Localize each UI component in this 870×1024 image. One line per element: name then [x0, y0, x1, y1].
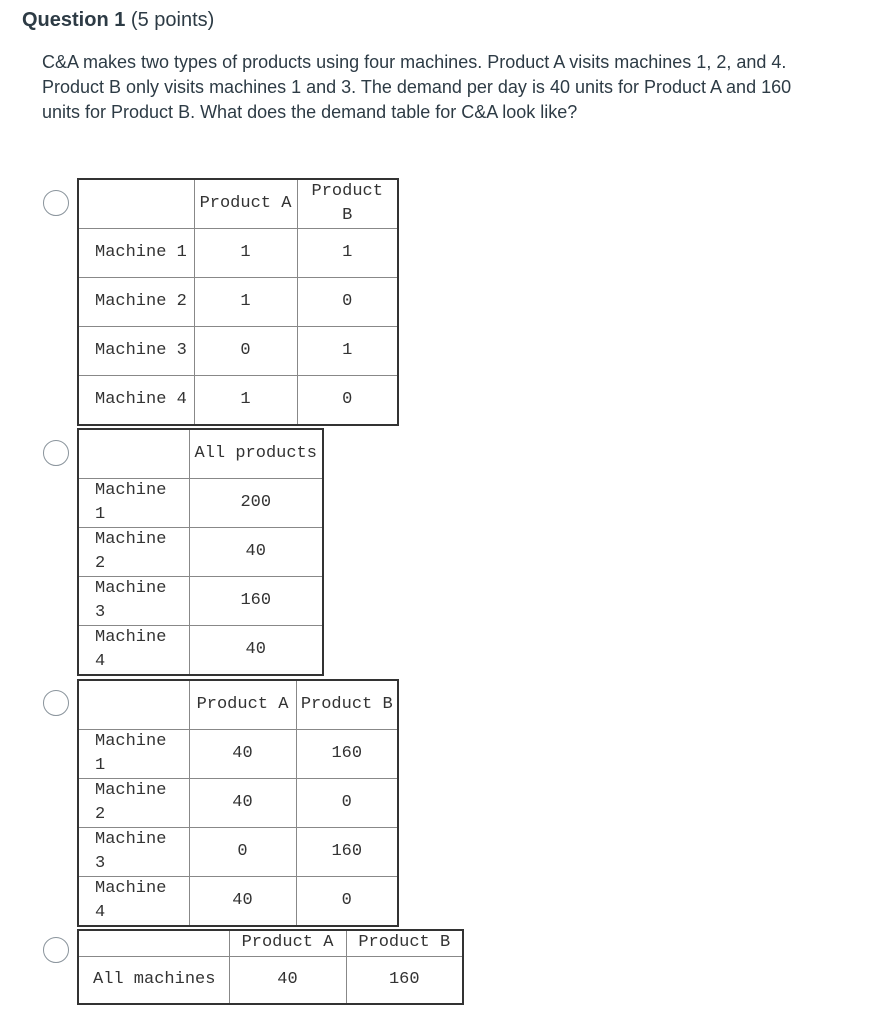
column-header: Product A — [194, 179, 297, 229]
question-title: Question 1 — [22, 9, 126, 31]
table-cell: 160 — [189, 576, 323, 625]
table-header-row — [78, 179, 398, 229]
table-header-row — [78, 429, 323, 478]
question-header — [22, 9, 214, 32]
table-cell: 0 — [297, 278, 398, 327]
row-header: Machine 2 — [78, 278, 194, 327]
table-row — [78, 576, 323, 625]
option-1-radio[interactable] — [43, 190, 69, 216]
row-header: Machine 3 — [78, 827, 189, 876]
row-header: Machine 2 — [78, 527, 189, 576]
table-cell: 1 — [194, 376, 297, 425]
option-1-table — [77, 178, 399, 426]
table-cell: 40 — [189, 625, 323, 675]
table-header-row — [78, 680, 398, 729]
table-row — [78, 229, 398, 278]
option-4-table — [77, 929, 464, 1005]
table-row — [78, 956, 463, 1004]
column-header: Product B — [346, 930, 463, 956]
table-row — [78, 729, 398, 778]
column-header: Product A — [189, 680, 296, 729]
table-cell: 1 — [297, 327, 398, 376]
question-points: (5 points) — [130, 9, 215, 31]
table-row — [78, 876, 398, 926]
row-header: Machine 1 — [78, 729, 189, 778]
row-header: Machine 4 — [78, 876, 189, 926]
table-cell: 160 — [296, 827, 398, 876]
table-cell: 160 — [296, 729, 398, 778]
row-header: Machine 1 — [78, 478, 189, 527]
column-header — [78, 179, 194, 229]
table-cell: 1 — [297, 229, 398, 278]
column-header — [78, 429, 189, 478]
table-cell: 40 — [189, 778, 296, 827]
row-header: All machines — [78, 956, 229, 1004]
column-header: All products — [189, 429, 323, 478]
column-header — [78, 680, 189, 729]
row-header: Machine 4 — [78, 376, 194, 425]
table-cell: 0 — [189, 827, 296, 876]
table-cell: 0 — [297, 376, 398, 425]
row-header: Machine 4 — [78, 625, 189, 675]
table-cell: 200 — [189, 478, 323, 527]
table-cell: 1 — [194, 278, 297, 327]
table-row — [78, 278, 398, 327]
table-cell: 0 — [194, 327, 297, 376]
column-header: Product A — [229, 930, 346, 956]
column-header — [78, 930, 229, 956]
option-3-radio[interactable] — [43, 690, 69, 716]
table-row — [78, 376, 398, 425]
row-header: Machine 2 — [78, 778, 189, 827]
option-2-radio[interactable] — [43, 440, 69, 466]
table-row — [78, 327, 398, 376]
table-row — [78, 778, 398, 827]
question-text: C&A makes two types of products using four machines. Product A visits machines 1, 2, and 4. Product B only visits machines 1 and 3. The demand per day is 40 units for Product A and 160 units for Product B. What does the demand table for C&A look like? — [42, 52, 792, 122]
table-row — [78, 625, 323, 675]
table-row — [78, 478, 323, 527]
table-cell: 40 — [189, 729, 296, 778]
table-cell: 1 — [194, 229, 297, 278]
column-header: Product B — [297, 179, 398, 229]
table-header-row — [78, 930, 463, 956]
table-cell: 40 — [229, 956, 346, 1004]
table-row — [78, 827, 398, 876]
table-cell: 0 — [296, 876, 398, 926]
row-header: Machine 3 — [78, 576, 189, 625]
table-cell: 0 — [296, 778, 398, 827]
column-header: Product B — [296, 680, 398, 729]
option-3-table — [77, 679, 399, 927]
table-cell: 40 — [189, 876, 296, 926]
option-4-radio[interactable] — [43, 937, 69, 963]
option-2-table — [77, 428, 324, 676]
table-row — [78, 527, 323, 576]
table-cell: 40 — [189, 527, 323, 576]
row-header: Machine 3 — [78, 327, 194, 376]
row-header: Machine 1 — [78, 229, 194, 278]
table-cell: 160 — [346, 956, 463, 1004]
